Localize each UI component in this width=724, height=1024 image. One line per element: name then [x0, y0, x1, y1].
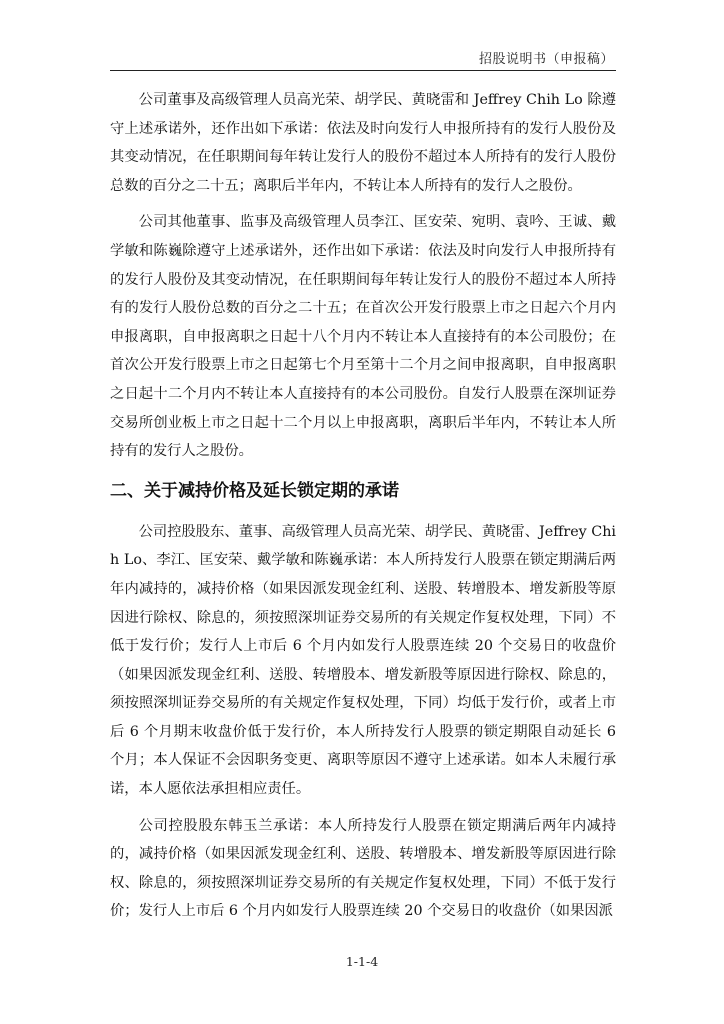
page-header — [110, 44, 616, 71]
paragraph-controlling-shareholders-commitment: 公司控股股东、董事、高级管理人员高光荣、胡学民、黄晓雷、Jeffrey Chih Lo、李江、匡安荣、戴学敏和陈巍承诺：本人所持发行人股票在锁定期满后两年内减持的，减持价格（如果因派发现金红利、送股、转增股本、增发新股等原因进行除权、除息的，须按照深圳证券交易所的有关规定作复权处理，下同）不低于发行价；发行人上市后 6 个月内如发行人股票连续 20 个交易日的收盘价（如果因派发现金红利、送股、转增股本、增发新股等原因进行除权、除息的，须按照深圳证券交易所的有关规定作复权处理，下同）均低于发行价，或者上市后 6 个月期末收盘价低于发行价，本人所持发行人股票的锁定期限自动延长 6 个月；本人保证不会因职务变更、离职等原因不遵守上述承诺。如本人未履行承诺，本人愿依法承担相应责任。 — [110, 523, 616, 798]
document-title: 招股说明书（申报稿） — [478, 52, 614, 67]
section-heading: 二、关于减持价格及延长锁定期的承诺 — [110, 480, 399, 501]
document-body — [110, 86, 616, 934]
paragraph-han-yulan-commitment: 公司控股股东韩玉兰承诺：本人所持发行人股票在锁定期满后两年内减持的，减持价格（如果因派发现金红利、送股、转增股本、增发新股等原因进行除权、除息的，须按照深圳证券交易所的有关规定作复权处理，下同）不低于发行价；发行人上市后 6 个月内如发行人股票连续 20 个交易日的收盘价（如果因派 — [110, 817, 616, 920]
paragraph-senior-management-commitment: 公司董事及高级管理人员高光荣、胡学民、黄晓雷和 Jeffrey Chih Lo 除遵守上述承诺外，还作出如下承诺：依法及时向发行人申报所持有的发行人股份及其变动情况，在任职期间每年转让发行人的股份不超过本人所持有的发行人股份总数的百分之二十五；离职后半年内，不转让本人所持有的发行人之股份。 — [110, 92, 616, 194]
page-number: 1-1-4 — [345, 954, 379, 969]
paragraph-other-directors-commitment: 公司其他董事、监事及高级管理人员李江、匡安荣、宛明、袁吟、王诚、戴学敏和陈巍除遵守上述承诺外，还作出如下承诺：依法及时向发行人申报所持有的发行人股份及其变动情况，在任职期间每年转让发行人的股份不超过本人所持有的发行人股份总数的百分之二十五；在首次公开发行股票上市之日起六个月内申报离职，自申报离职之日起十八个月内不转让本人直接持有的本公司股份；在首次公开发行股票上市之日起第七个月至第十二个月之间申报离职，自申报离职之日起十二个月内不转让本人直接持有的本公司股份。自发行人股票在深圳证券交易所创业板上市之日起十二个月以上申报离职，离职后半年内，不转让本人所持有的发行人之股份。 — [110, 214, 616, 460]
